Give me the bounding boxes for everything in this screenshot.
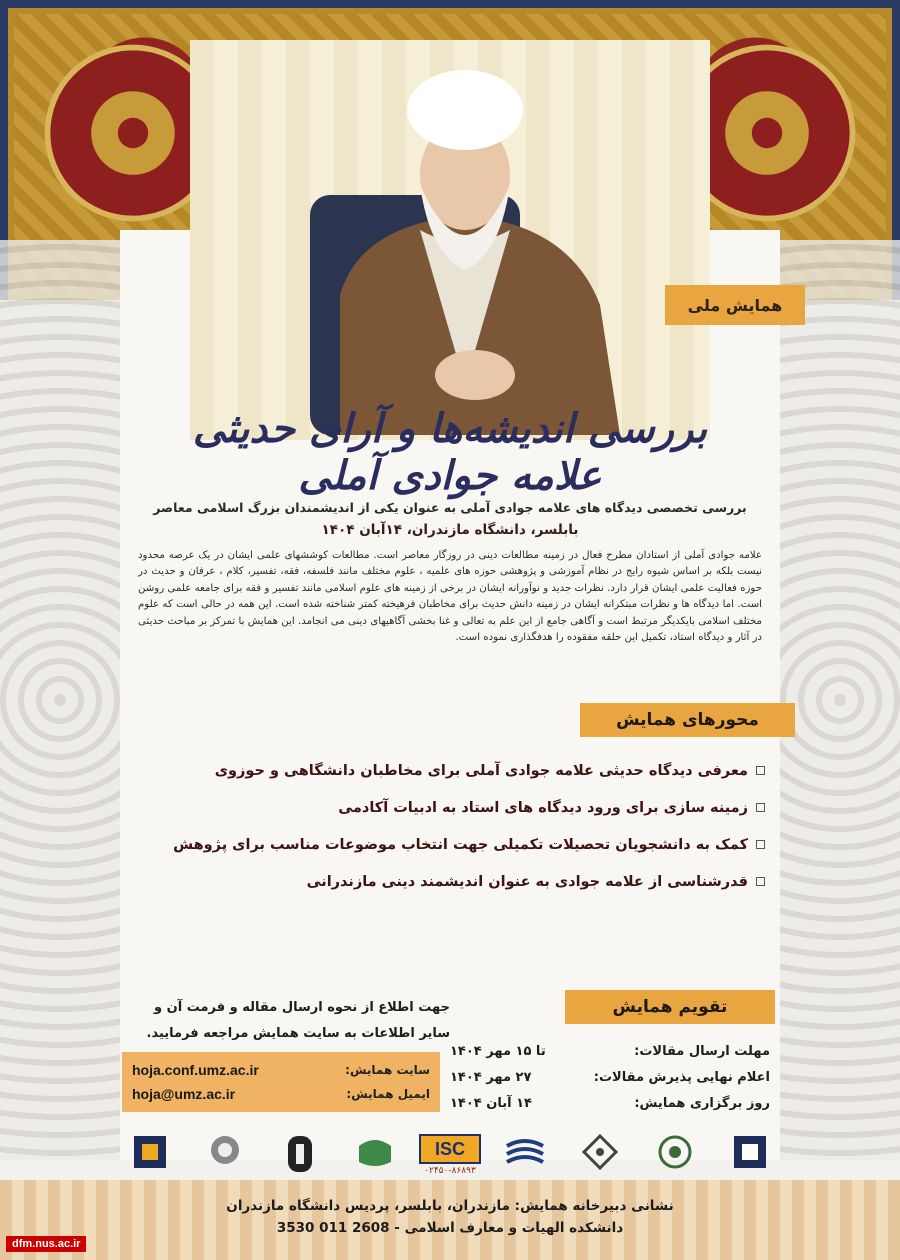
site-label: سایت همایش: <box>345 1063 430 1077</box>
checkbox-icon <box>756 803 765 812</box>
faculty-logo-icon <box>120 1132 180 1178</box>
axes-list <box>165 752 765 900</box>
footer-address-line: نشانی دبیرخانه همایش: مازندران، بابلسر، پردیس دانشگاه مازندران <box>226 1198 674 1214</box>
institute-logo-icon <box>195 1132 255 1178</box>
isc-phone: ۰۲۴۵۰-۸۶۸۹۳ <box>424 1166 476 1176</box>
right-arabesque-pattern <box>780 240 900 1160</box>
left-arabesque-pattern <box>0 240 120 1160</box>
green-emblem-logo-icon <box>345 1132 405 1178</box>
seminary-logo-icon <box>645 1132 705 1178</box>
site-watermark: dfm.nus.ac.ir <box>6 1236 86 1252</box>
calendar-value: ۲۷ مهر ۱۴۰۴ <box>450 1069 532 1085</box>
checkbox-icon <box>756 840 765 849</box>
isc-logo-mark: ISC <box>419 1134 481 1164</box>
axes-heading: محورهای همایش <box>580 703 795 737</box>
national-conference-badge: همایش ملی <box>665 285 805 325</box>
calendar-row <box>450 1064 770 1090</box>
contact-box <box>122 1052 440 1112</box>
checkbox-icon <box>756 766 765 775</box>
calendar-label: اعلام نهایی پذیرش مقالات: <box>593 1069 770 1085</box>
list-item: قدرشناسی از علامه جوادی به عنوان اندیشمند دینی مازندرانی <box>165 863 765 900</box>
calendar-value: ۱۴ آبان ۱۴۰۴ <box>450 1095 532 1111</box>
calendar-label: مهلت ارسال مقالات: <box>634 1043 770 1059</box>
calendar-row <box>450 1038 770 1064</box>
calendar-row <box>450 1090 770 1116</box>
calendar-label: روز برگزاری همایش: <box>634 1095 770 1111</box>
site-link[interactable]: hoja.conf.umz.ac.ir <box>132 1062 259 1078</box>
list-item: معرفی دیدگاه حدیثی علامه جوادی آملی برای مخاطبان دانشگاهی و حوزوی <box>165 752 765 789</box>
email-link[interactable]: hoja@umz.ac.ir <box>132 1086 236 1102</box>
email-label: ایمیل همایش: <box>346 1087 430 1101</box>
intro-paragraph: علامه جوادی آملی از استادان مطرح فعال در زمینه مطالعات دینی در روزگار معاصر است. مطالعات کوششهای علمی ایشان در یک عرصه محدود نیست بلکه بر اساس شیوه رایج در نظام آموزشی و پژوهشی حوزه های علمیه ، علوم مختلف مانند فلسفه، فقه، تفسیر، کلام ، عرفان و حدیث در حوزه فعالیت علمی ایشان قرار دارد. نظرات جدید و نوآورانه ایشان در برخی از زمینه های علوم اسلامی مانند تفسیر و فقه برای جامعه علمی روشن است. اما دیدگاه ها و نظرات مبتکرانه ایشان در زمینه دانش حدیث برای مخاطبان فرهیخته کمتر شناخته شده است. این همه در حالی است که علوم مختلف اسلامی بایکدیگر مرتبط است و آگاهی جامع از این علم به تعالی و غنا بخشی آگاهیهای دینی می انجامد. این همایش با تمرکز بر مباحث حدیثی در آثار و دیدگاه استاد، تکمیل این حلقه مفقوده را هدفگذاری نموده است. <box>138 550 762 644</box>
scholar-portrait-image <box>300 55 630 435</box>
contact-row-email <box>132 1086 430 1102</box>
sponsor-logos <box>120 1128 780 1182</box>
isc-logo <box>420 1132 480 1178</box>
conference-calendar <box>450 1038 770 1116</box>
list-item: زمینه سازی برای ورود دیدگاه های استاد به ادبیات آکادمی <box>165 789 765 826</box>
page-title: بررسی اندیشه‌ها و آرای حدیثی علامه جوادی آملی <box>192 405 708 499</box>
calendar-heading: تقویم همایش <box>565 990 775 1024</box>
footer-phone-line: دانشکده الهیات و معارف اسلامی - 2608 011 3530 <box>276 1220 624 1236</box>
footer-address <box>0 1180 900 1260</box>
checkbox-icon <box>756 877 765 886</box>
submission-info-note: جهت اطلاع از نحوه ارسال مقاله و فرمت آن و سایر اطلاعات به سایت همایش مراجعه فرمایید. <box>146 1000 450 1041</box>
dark-emblem-logo-icon <box>270 1132 330 1178</box>
list-item: کمک به دانشجویان تحصیلات تکمیلی جهت انتخاب موضوعات مناسب برای پژوهش <box>165 826 765 863</box>
research-center-logo-icon <box>570 1132 630 1178</box>
contact-row-site <box>132 1062 430 1078</box>
university-mazandaran-logo-icon <box>720 1132 780 1178</box>
subtitle: بررسی تخصصی دیدگاه های علامه جوادی آملی به عنوان یکی از اندیشمندان بزرگ اسلامی معاصر <box>153 500 747 515</box>
event-location-date: بابلسر، دانشگاه مازندران، ۱۴آبان ۱۴۰۴ <box>321 522 579 538</box>
waves-logo-icon <box>495 1132 555 1178</box>
calendar-value: تا ۱۵ مهر ۱۴۰۴ <box>450 1043 546 1059</box>
